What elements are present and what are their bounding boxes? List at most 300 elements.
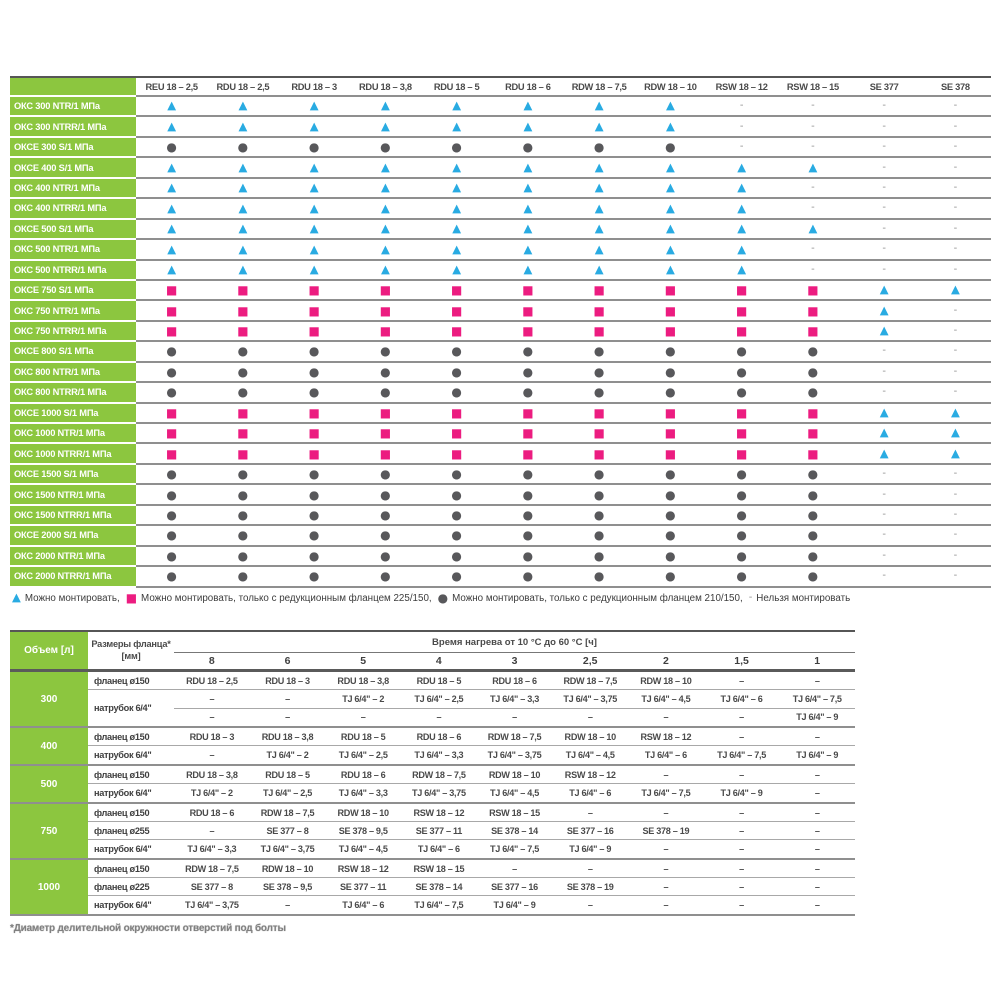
circle-marker: ● xyxy=(522,569,534,584)
compat-cell xyxy=(564,301,635,321)
compat-cell xyxy=(777,220,848,240)
compat-cell xyxy=(706,383,777,403)
dash-marker: - xyxy=(953,345,958,357)
compat-cell xyxy=(635,179,706,199)
compat-cell xyxy=(492,444,563,464)
compat-cell xyxy=(920,281,991,301)
compat-cell xyxy=(635,444,706,464)
compat-cell xyxy=(920,363,991,383)
compat-cell xyxy=(136,220,207,240)
compat-cell xyxy=(279,261,350,281)
heat-value-cell: – xyxy=(814,825,820,836)
compat-cell xyxy=(136,342,207,362)
compat-cell xyxy=(207,363,278,383)
circle-marker: ● xyxy=(807,487,819,502)
compat-cell xyxy=(136,138,207,158)
dash-marker: - xyxy=(882,100,886,112)
triangle-marker: ▲ xyxy=(594,180,604,195)
compat-cell xyxy=(777,261,848,281)
dash-marker: - xyxy=(953,488,958,500)
compat-cell xyxy=(136,117,207,137)
triangle-marker: ▲ xyxy=(737,241,747,256)
triangle-marker: ▲ xyxy=(167,261,177,276)
heat-value-cell: TJ 6/4" – 6 xyxy=(569,788,612,798)
compat-cell xyxy=(492,383,563,403)
volume-cell: 750 xyxy=(10,804,88,858)
compat-cell xyxy=(706,240,777,260)
compat-cell xyxy=(777,281,848,301)
square-marker: ■ xyxy=(450,303,463,318)
dash-marker: - xyxy=(882,202,886,214)
circle-marker: ● xyxy=(237,140,249,155)
heat-value-cell: RDU 18 – 6 xyxy=(416,731,462,742)
compat-cell xyxy=(920,117,991,137)
compat-cell xyxy=(350,179,421,199)
triangle-marker: ▲ xyxy=(665,221,675,236)
circle-marker: ● xyxy=(166,344,177,359)
compat-cell xyxy=(421,281,492,301)
compat-cell xyxy=(279,117,350,137)
compat-cell xyxy=(207,138,278,158)
circle-marker: ● xyxy=(593,140,605,155)
heat-value-cell: RDU 18 – 3,8 xyxy=(261,731,314,742)
heat-value-cell: RDU 18 – 6 xyxy=(492,675,537,686)
triangle-marker: ▲ xyxy=(879,425,889,440)
heat-value-cell: TJ 6/4" – 3,75 xyxy=(487,750,542,760)
compat-row-label: ОКСЕ 1000 S/1 МПа xyxy=(10,404,136,424)
compat-cell xyxy=(635,567,706,587)
legend xyxy=(10,592,995,604)
compat-cell xyxy=(635,383,706,403)
heat-value-cell: RDW 18 – 10 xyxy=(261,863,314,874)
compat-cell xyxy=(350,220,421,240)
compat-cell xyxy=(777,567,848,587)
heat-value-cell: SE 378 – 14 xyxy=(491,825,538,836)
heating-time-title: Время нагрева от 10 °C до 60 °C [ч] xyxy=(174,632,855,653)
triangle-marker: ▲ xyxy=(238,200,248,215)
compat-row-label: ОКС 500 NTRR/1 МПа xyxy=(10,261,136,281)
heat-value-cell: TJ 6/4" – 7,5 xyxy=(717,750,767,760)
compat-cell xyxy=(421,485,492,505)
heating-time-columns xyxy=(174,653,855,669)
compat-cell xyxy=(492,138,563,158)
triangle-marker: ▲ xyxy=(523,200,533,215)
compat-cell xyxy=(849,485,920,505)
circle-marker: ● xyxy=(166,528,177,543)
time-col-header: 1 xyxy=(814,655,821,667)
square-marker: ■ xyxy=(735,405,748,420)
circle-marker: ● xyxy=(522,344,534,359)
heat-value-cell: RDU 18 – 3 xyxy=(265,675,310,686)
flange-size-header-cell xyxy=(88,632,174,669)
circle-marker: ● xyxy=(380,385,391,400)
circle-marker: ● xyxy=(308,344,320,359)
compat-cell xyxy=(421,301,492,321)
dash-marker: - xyxy=(953,100,958,112)
compat-cell xyxy=(207,526,278,546)
circle-marker: ● xyxy=(237,344,249,359)
circle-marker: ● xyxy=(308,528,320,543)
compat-cell xyxy=(279,97,350,117)
compat-row-label: ОКС 400 NTRR/1 МПа xyxy=(10,199,136,219)
compat-cell xyxy=(635,261,706,281)
compat-row xyxy=(10,526,991,546)
compat-cell xyxy=(706,404,777,424)
square-marker: ■ xyxy=(237,283,249,298)
dash-marker: - xyxy=(953,325,958,337)
circle-marker: ● xyxy=(380,467,391,482)
compat-cell xyxy=(350,485,421,505)
square-marker: ■ xyxy=(664,303,677,318)
compat-cell xyxy=(849,220,920,240)
heat-value-cell: RSW 18 – 15 xyxy=(489,807,540,818)
triangle-marker: ▲ xyxy=(665,180,675,195)
heat-value-cell: – xyxy=(587,712,593,723)
compat-cell xyxy=(136,465,207,485)
heat-value-cell: TJ 6/4" – 3,3 xyxy=(414,750,464,760)
compat-col-header: RDW 18 – 7,5 xyxy=(564,78,635,97)
compat-cell xyxy=(350,281,421,301)
circle-marker: ● xyxy=(308,385,320,400)
heat-value-cell: SE 377 – 16 xyxy=(491,881,538,892)
heat-body xyxy=(10,672,855,916)
triangle-marker: ▲ xyxy=(594,159,604,174)
compat-cell xyxy=(136,506,207,526)
circle-marker: ● xyxy=(665,385,676,400)
compat-row-label: ОКСЕ 300 S/1 МПа xyxy=(10,138,136,158)
compat-cell xyxy=(564,567,635,587)
circle-marker: ● xyxy=(665,140,676,155)
compat-cell xyxy=(350,547,421,567)
square-marker: ■ xyxy=(379,405,392,420)
compat-cell xyxy=(350,117,421,137)
heat-value-cell: RDU 18 – 6 xyxy=(340,769,386,780)
compat-cell xyxy=(706,179,777,199)
compat-cell xyxy=(421,97,492,117)
compat-row-label: ОКС 1000 NTRR/1 МПа xyxy=(10,444,136,464)
circle-marker: ● xyxy=(522,364,534,379)
compat-cell xyxy=(920,322,991,342)
square-marker: ■ xyxy=(308,324,320,339)
circle-marker: ● xyxy=(736,569,747,584)
dash-marker: - xyxy=(748,592,753,603)
square-marker: ■ xyxy=(237,405,249,420)
square-marker: ■ xyxy=(379,446,392,461)
compat-cell xyxy=(777,506,848,526)
heat-value-cell: – xyxy=(663,900,669,910)
compat-cell xyxy=(279,138,350,158)
compat-cell xyxy=(421,363,492,383)
square-marker: ■ xyxy=(450,283,463,298)
dash-marker: - xyxy=(811,243,815,255)
circle-marker: ● xyxy=(665,569,676,584)
compat-cell xyxy=(421,526,492,546)
heat-group-rows xyxy=(88,766,855,802)
heat-value-cell: – xyxy=(739,825,744,836)
compat-cell xyxy=(421,117,492,137)
circle-marker: ● xyxy=(437,591,449,605)
heat-value-cell: TJ 6/4" – 3,3 xyxy=(187,844,237,854)
compat-cell xyxy=(279,383,350,403)
circle-marker: ● xyxy=(736,385,747,400)
compat-cell xyxy=(635,363,706,383)
circle-marker: ● xyxy=(380,548,391,563)
compat-cell xyxy=(136,199,207,219)
compat-cell xyxy=(492,322,563,342)
circle-marker: ● xyxy=(380,507,391,522)
square-marker: ■ xyxy=(807,426,819,441)
compat-cell xyxy=(207,240,278,260)
time-col-header: 1,5 xyxy=(734,655,749,667)
compat-row-label: ОКС 750 NTR/1 МПа xyxy=(10,301,136,321)
heat-value-cell: – xyxy=(814,881,820,892)
compat-cell xyxy=(207,342,278,362)
heat-row xyxy=(88,766,855,784)
heat-value-cell: RSW 18 – 12 xyxy=(337,863,389,874)
dash-marker: - xyxy=(811,202,815,214)
dash-marker: - xyxy=(953,181,958,193)
compat-col-header: SE 378 xyxy=(920,78,991,97)
compat-row xyxy=(10,465,991,485)
compat-row xyxy=(10,281,991,301)
circle-marker: ● xyxy=(593,507,605,522)
triangle-marker: ▲ xyxy=(594,241,604,256)
compat-cell xyxy=(492,281,563,301)
heat-row-label: фланец ø150 xyxy=(94,769,150,780)
compat-cell xyxy=(350,424,421,444)
heat-group-rows xyxy=(88,804,855,858)
compat-col-header: RDW 18 – 10 xyxy=(635,78,706,97)
compat-cell xyxy=(635,97,706,117)
heat-value-cell: RDU 18 – 3,8 xyxy=(186,769,238,780)
square-marker: ■ xyxy=(450,405,463,420)
heat-row xyxy=(88,784,855,802)
triangle-marker: ▲ xyxy=(167,241,177,256)
dash-marker: - xyxy=(882,488,886,500)
compat-row-label: ОКС 2000 NTRR/1 МПа xyxy=(10,567,136,587)
dash-marker: - xyxy=(882,120,886,132)
heat-value-cell: – xyxy=(285,712,290,723)
dash-marker: - xyxy=(739,120,744,132)
compat-cell xyxy=(421,404,492,424)
compat-header-row xyxy=(10,78,991,97)
heat-value-cell: RDW 18 – 7,5 xyxy=(412,769,466,780)
compat-col-header: RSW 18 – 12 xyxy=(706,78,777,97)
heat-group-rows xyxy=(88,728,855,764)
heat-value-cell: – xyxy=(663,881,669,892)
heat-value-cell: TJ 6/4" – 2 xyxy=(190,788,233,798)
triangle-marker: ▲ xyxy=(452,180,462,195)
dash-marker: - xyxy=(739,141,744,153)
heat-value-cell: TJ 6/4" – 7,5 xyxy=(414,900,464,910)
heat-row-label: фланец ø150 xyxy=(94,675,150,686)
compat-row xyxy=(10,199,991,219)
heat-value-cell: SE 377 – 11 xyxy=(340,881,387,892)
heat-subrows xyxy=(174,690,855,726)
compat-cell xyxy=(136,281,207,301)
compat-cell xyxy=(492,261,563,281)
compat-cell xyxy=(492,220,563,240)
heat-value-cell: RDW 18 – 7,5 xyxy=(260,807,315,818)
heat-value-cell: TJ 6/4" – 7,5 xyxy=(490,844,539,854)
circle-marker: ● xyxy=(451,385,462,400)
square-marker: ■ xyxy=(664,405,677,420)
square-marker: ■ xyxy=(735,283,748,298)
triangle-marker: ▲ xyxy=(452,200,462,215)
heat-value-cell: TJ 6/4" – 3,75 xyxy=(260,844,315,854)
compat-cell xyxy=(706,117,777,137)
compat-cell xyxy=(777,465,848,485)
compat-cell xyxy=(207,220,278,240)
compat-cell xyxy=(849,465,920,485)
square-marker: ■ xyxy=(165,283,178,298)
triangle-marker: ▲ xyxy=(452,159,462,174)
compat-cell xyxy=(706,322,777,342)
compat-cell xyxy=(849,444,920,464)
circle-marker: ● xyxy=(166,507,177,522)
heat-value-cell: – xyxy=(814,769,820,780)
square-marker: ■ xyxy=(308,426,320,441)
dash-marker: - xyxy=(811,141,815,153)
square-marker: ■ xyxy=(165,446,178,461)
compat-cell xyxy=(279,281,350,301)
triangle-marker: ▲ xyxy=(879,445,889,460)
compat-cell xyxy=(564,281,635,301)
compat-row xyxy=(10,567,991,587)
triangle-marker: ▲ xyxy=(879,323,889,338)
compat-cell xyxy=(564,424,635,444)
compat-row-label: ОКС 400 NTR/1 МПа xyxy=(10,179,136,199)
compat-cell xyxy=(421,138,492,158)
compat-cell xyxy=(920,199,991,219)
triangle-marker: ▲ xyxy=(309,241,319,256)
dash-marker: - xyxy=(953,365,958,377)
compat-cell xyxy=(920,240,991,260)
square-marker: ■ xyxy=(450,446,463,461)
circle-marker: ● xyxy=(736,548,747,563)
compat-cell xyxy=(849,506,920,526)
dash-marker: - xyxy=(882,263,886,275)
compat-cell xyxy=(421,424,492,444)
compat-cell xyxy=(706,301,777,321)
heat-value-cell: – xyxy=(739,881,744,892)
circle-marker: ● xyxy=(237,487,249,502)
heat-value-cell: TJ 6/4" – 3,75 xyxy=(412,788,466,798)
triangle-marker: ▲ xyxy=(737,261,747,276)
compat-cell xyxy=(207,485,278,505)
triangle-marker: ▲ xyxy=(523,261,533,276)
compat-cell xyxy=(350,526,421,546)
compat-row xyxy=(10,240,991,260)
compat-cell xyxy=(492,97,563,117)
compat-cell xyxy=(920,526,991,546)
compat-cell xyxy=(421,465,492,485)
compat-cell xyxy=(279,220,350,240)
circle-marker: ● xyxy=(736,487,747,502)
circle-marker: ● xyxy=(807,467,819,482)
volume-cell: 500 xyxy=(10,766,88,802)
compat-cell xyxy=(421,342,492,362)
square-marker: ■ xyxy=(379,283,392,298)
triangle-marker: ▲ xyxy=(665,98,675,113)
compat-cell xyxy=(421,261,492,281)
compat-row-label: ОКС 1000 NTR/1 МПа xyxy=(10,424,136,444)
triangle-marker: ▲ xyxy=(238,261,248,276)
triangle-marker: ▲ xyxy=(238,221,248,236)
heat-value-cell: – xyxy=(285,693,290,704)
triangle-marker: ▲ xyxy=(737,221,747,236)
heat-value-cell: RDW 18 – 7,5 xyxy=(185,863,239,874)
heat-row-label: фланец ø225 xyxy=(94,881,150,892)
compat-cell xyxy=(706,547,777,567)
heat-row xyxy=(88,860,855,878)
heat-group-rows xyxy=(88,672,855,726)
heat-value-cell: TJ 6/4" – 9 xyxy=(796,712,839,723)
compat-cell xyxy=(564,342,635,362)
heat-value-cell: SE 377 – 8 xyxy=(190,881,233,892)
square-marker: ■ xyxy=(664,426,677,441)
time-col-header: 2 xyxy=(662,655,669,667)
circle-marker: ● xyxy=(593,344,605,359)
heat-row xyxy=(88,804,855,822)
compat-cell xyxy=(635,158,706,178)
circle-marker: ● xyxy=(237,467,249,482)
compat-cell xyxy=(279,547,350,567)
circle-marker: ● xyxy=(308,140,320,155)
circle-marker: ● xyxy=(237,569,249,584)
triangle-marker: ▲ xyxy=(167,180,177,195)
circle-marker: ● xyxy=(807,385,819,400)
circle-marker: ● xyxy=(665,364,676,379)
time-col-header: 5 xyxy=(360,655,367,667)
heat-value-cell: RDW 18 – 10 xyxy=(488,769,541,780)
circle-marker: ● xyxy=(308,487,320,502)
square-marker: ■ xyxy=(308,283,320,298)
triangle-marker: ▲ xyxy=(665,261,675,276)
compat-cell xyxy=(920,301,991,321)
compat-cell xyxy=(421,444,492,464)
compat-cell xyxy=(920,261,991,281)
square-marker: ■ xyxy=(522,324,534,339)
dash-marker: - xyxy=(953,141,958,153)
compat-cell xyxy=(136,547,207,567)
heat-row-label: фланец ø150 xyxy=(94,863,150,874)
compat-cell xyxy=(635,465,706,485)
circle-marker: ● xyxy=(522,548,534,563)
heat-value-cell: TJ 6/4" – 6 xyxy=(720,693,763,704)
compat-cell xyxy=(849,281,920,301)
circle-marker: ● xyxy=(451,364,462,379)
dash-marker: - xyxy=(953,222,958,234)
compat-col-header: REU 18 – 2,5 xyxy=(136,78,207,97)
compat-cell xyxy=(706,506,777,526)
heat-value-cell: RDW 18 – 10 xyxy=(337,807,389,818)
compat-row-label: ОКС 300 NTRR/1 МПа xyxy=(10,117,136,137)
compat-row-label: ОКС 1500 NTRR/1 МПа xyxy=(10,506,136,526)
compat-cell xyxy=(564,179,635,199)
compat-cell xyxy=(350,444,421,464)
heat-row-label: натрубок 6/4" xyxy=(94,788,152,798)
dash-marker: - xyxy=(882,161,886,173)
heat-value-cell: TJ 6/4" – 2,5 xyxy=(263,788,312,798)
triangle-marker: ▲ xyxy=(879,282,889,297)
heat-value-cell: TJ 6/4" – 9 xyxy=(720,788,763,798)
square-marker: ■ xyxy=(807,405,819,420)
triangle-marker: ▲ xyxy=(309,118,319,133)
circle-marker: ● xyxy=(237,548,249,563)
triangle-marker: ▲ xyxy=(737,200,747,215)
dash-marker: - xyxy=(882,243,886,255)
